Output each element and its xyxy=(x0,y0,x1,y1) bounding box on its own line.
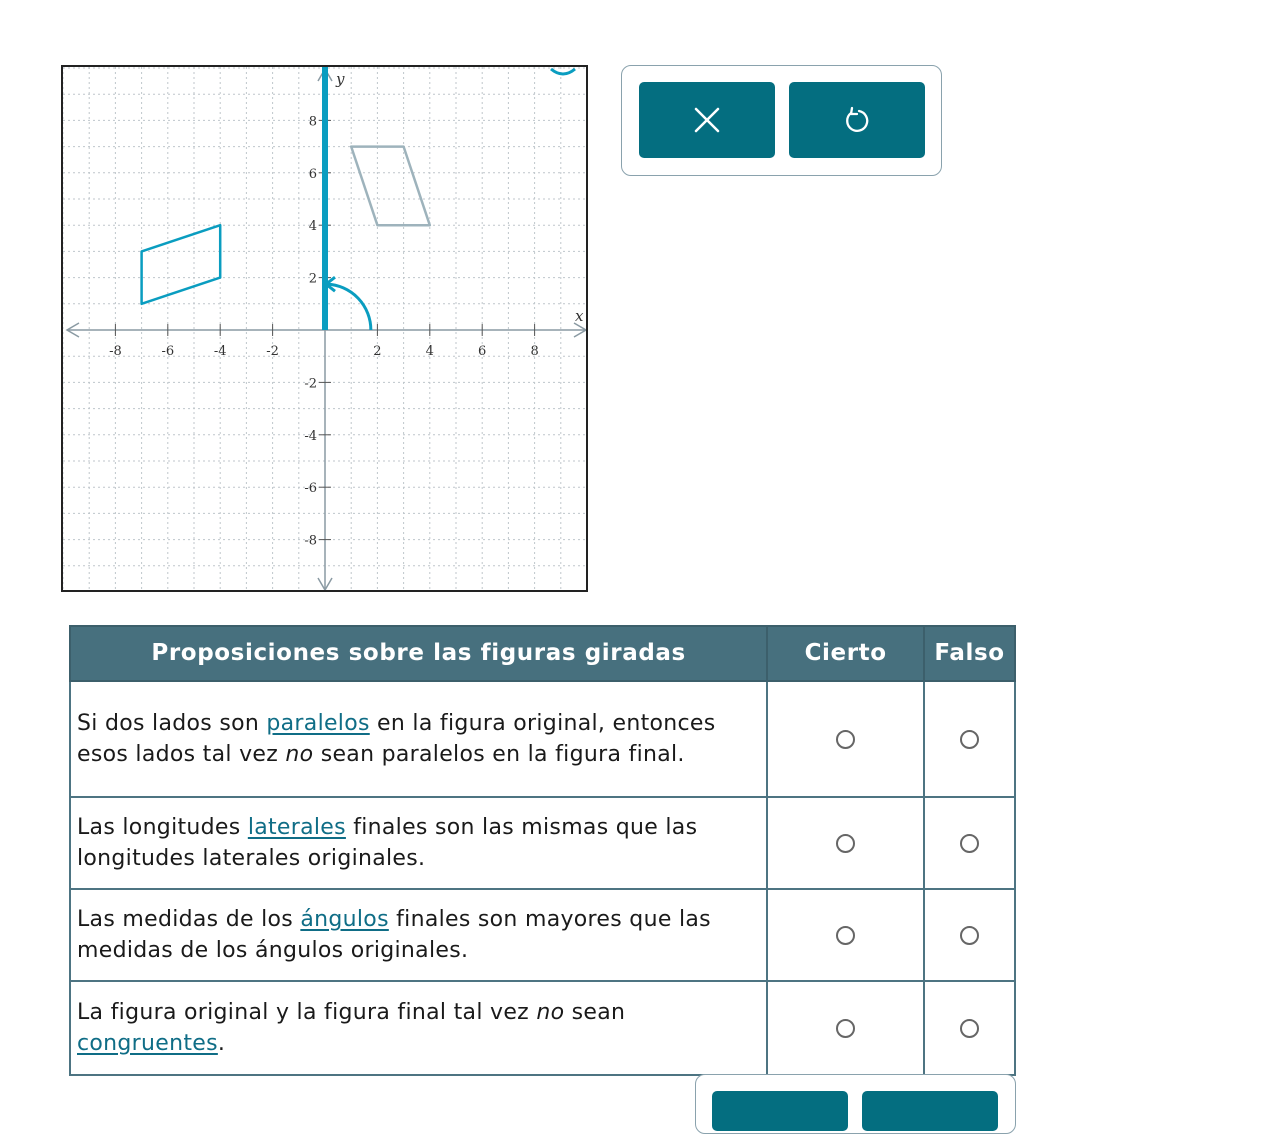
statement-part: Las longitudes xyxy=(77,815,248,840)
close-icon xyxy=(692,105,722,135)
true-option-cell[interactable] xyxy=(767,889,924,981)
vocab-link-angulos[interactable]: ángulos xyxy=(300,907,389,932)
bottom-button-1[interactable] xyxy=(712,1091,848,1131)
statement-part: en la figura original, entonces esos lados tal vez xyxy=(77,711,716,767)
statement-emphasis: no xyxy=(285,742,314,767)
undo-icon xyxy=(842,105,872,135)
statement-text xyxy=(70,889,767,981)
statement-part: sean paralelos en la figura final. xyxy=(313,742,685,767)
radio-true[interactable] xyxy=(836,1019,855,1038)
graph-canvas[interactable] xyxy=(63,67,588,592)
graph-toolbar xyxy=(621,65,942,176)
drag-handle xyxy=(551,69,575,74)
statement-part: Si dos lados son xyxy=(77,711,267,736)
y-tick-label: -2 xyxy=(304,376,317,392)
bottom-button-2[interactable] xyxy=(862,1091,998,1131)
x-tick-label: -2 xyxy=(266,344,279,359)
radio-false[interactable] xyxy=(960,1019,979,1038)
x-axis-label: x xyxy=(575,307,584,325)
clear-button[interactable] xyxy=(639,82,775,158)
x-tick-label: -8 xyxy=(109,344,122,359)
x-tick-label: 2 xyxy=(373,344,382,359)
y-tick-label: 6 xyxy=(308,166,317,182)
statement-text xyxy=(70,797,767,889)
header-true: Cierto xyxy=(767,626,924,681)
statement-part: La figura original y la figura final tal vez xyxy=(77,1000,537,1025)
reset-button[interactable] xyxy=(789,82,925,158)
y-tick-label: 2 xyxy=(308,271,317,287)
statement-part: sean xyxy=(564,1000,626,1025)
radio-true[interactable] xyxy=(836,834,855,853)
rotated-figure xyxy=(351,147,430,226)
header-statements: Proposiciones sobre las figuras giradas xyxy=(70,626,767,681)
false-option-cell[interactable] xyxy=(924,681,1015,797)
statements-table xyxy=(69,625,1016,1076)
table-row xyxy=(70,681,1015,797)
statement-part: finales son las mismas que las longitudes laterales originales. xyxy=(77,815,698,871)
radio-false[interactable] xyxy=(960,730,979,749)
false-option-cell[interactable] xyxy=(924,889,1015,981)
header-false: Falso xyxy=(924,626,1015,681)
statement-text xyxy=(70,981,767,1075)
x-tick-label: 8 xyxy=(530,344,539,359)
table-row xyxy=(70,889,1015,981)
bottom-toolbar xyxy=(695,1074,1016,1134)
table-header-row xyxy=(70,626,1015,681)
true-option-cell[interactable] xyxy=(767,981,924,1075)
x-tick-label: -6 xyxy=(161,344,175,359)
radio-false[interactable] xyxy=(960,926,979,945)
true-option-cell[interactable] xyxy=(767,797,924,889)
statement-text xyxy=(70,681,767,797)
statement-part: finales son mayores que las medidas de los ángulos originales. xyxy=(77,907,711,963)
x-tick-label: 6 xyxy=(478,344,487,359)
original-figure xyxy=(142,225,221,304)
table-row xyxy=(70,981,1015,1075)
y-tick-label: 4 xyxy=(308,219,317,235)
vocab-link-paralelos[interactable]: paralelos xyxy=(266,711,370,736)
radio-true[interactable] xyxy=(836,730,855,749)
statement-part: Las medidas de los xyxy=(77,907,301,932)
radio-false[interactable] xyxy=(960,834,979,853)
y-axis-label: y xyxy=(336,70,345,88)
radio-true[interactable] xyxy=(836,926,855,945)
table-row xyxy=(70,797,1015,889)
y-tick-label: -8 xyxy=(304,533,317,549)
statement-emphasis: no xyxy=(536,1000,565,1025)
y-tick-label: 8 xyxy=(308,114,317,130)
y-tick-label: -4 xyxy=(304,428,317,444)
x-tick-label: 4 xyxy=(425,344,434,359)
statement-part: . xyxy=(217,1031,226,1056)
coordinate-graph[interactable] xyxy=(61,65,588,592)
x-tick-label: -4 xyxy=(213,344,227,359)
y-tick-label: -6 xyxy=(304,481,317,497)
vocab-link-laterales[interactable]: laterales xyxy=(247,815,346,840)
false-option-cell[interactable] xyxy=(924,981,1015,1075)
vocab-link-congruentes[interactable]: congruentes xyxy=(77,1031,218,1056)
false-option-cell[interactable] xyxy=(924,797,1015,889)
true-option-cell[interactable] xyxy=(767,681,924,797)
